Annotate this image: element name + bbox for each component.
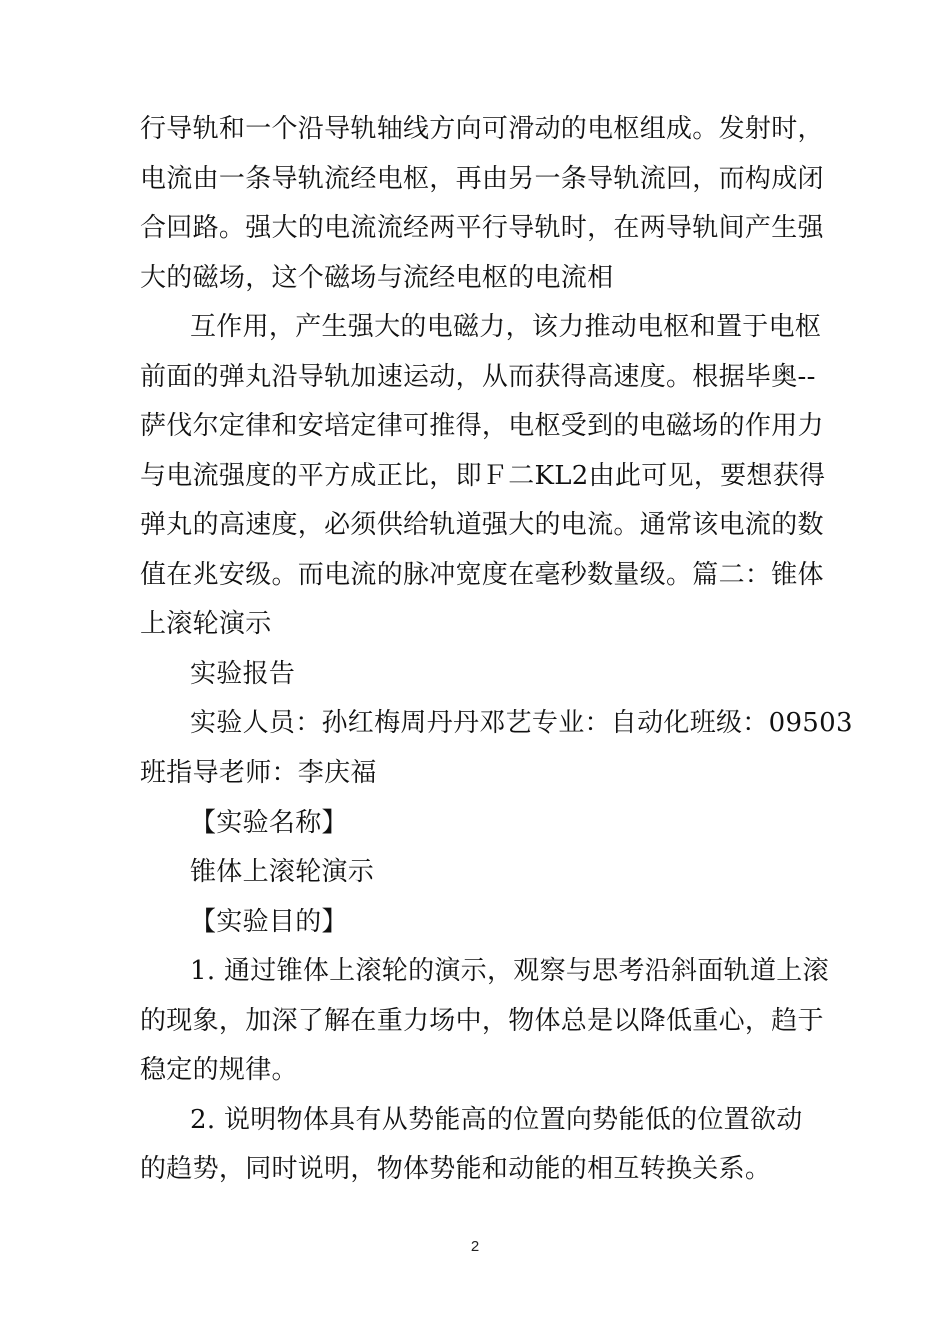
text-line: 的现象，加深了解在重力场中，物体总是以降低重心，趋于 — [140, 1006, 824, 1036]
paragraph-first-line: 互作用，产生强大的电磁力，该力推动电枢和置于电枢 — [190, 312, 822, 342]
section-heading: 实验报告 — [190, 659, 296, 689]
page-number: 2 — [470, 1238, 480, 1255]
text-line: 电流由一条导轨流经电枢，再由另一条导轨流回，而构成闭 — [140, 164, 824, 194]
text-line: 萨伐尔定律和安培定律可推得，电枢受到的电磁场的作用力 — [140, 411, 824, 441]
text-line: 大的磁场，这个磁场与流经电枢的电流相 — [140, 263, 614, 293]
text-line: 上滚轮演示 — [140, 609, 272, 639]
text-line: 的趋势，同时说明，物体势能和动能的相互转换关系。 — [140, 1154, 772, 1184]
text-line: 与电流强度的平方成正比，即Ｆ二KL2由此可见，要想获得 — [140, 461, 826, 491]
text-line: 稳定的规律。 — [140, 1055, 298, 1085]
text-line: 前面的弹丸沿导轨加速运动，从而获得高速度。根据毕奥-- — [140, 362, 816, 392]
section-heading: 【实验名称】 — [190, 808, 348, 838]
text-line: 值在兆安级。而电流的脉冲宽度在毫秒数量级。篇二：锥体 — [140, 560, 824, 590]
paragraph-first-line: 实验人员：孙红梅周丹丹邓艺专业：自动化班级：09503 — [190, 708, 853, 738]
paragraph-first-line: 2. 说明物体具有从势能高的位置向势能低的位置欲动 — [190, 1105, 803, 1135]
text-line: 班指导老师：李庆福 — [140, 758, 377, 788]
text-line: 行导轨和一个沿导轨轴线方向可滑动的电枢组成。发射时， — [140, 114, 824, 144]
text-line: 合回路。强大的电流流经两平行导轨时，在两导轨间产生强 — [140, 213, 824, 243]
text-line: 弹丸的高速度，必须供给轨道强大的电流。通常该电流的数 — [140, 510, 824, 540]
paragraph-first-line: 锥体上滚轮演示 — [190, 857, 375, 887]
section-heading: 【实验目的】 — [190, 907, 348, 937]
paragraph-first-line: 1. 通过锥体上滚轮的演示，观察与思考沿斜面轨道上滚 — [190, 956, 829, 986]
